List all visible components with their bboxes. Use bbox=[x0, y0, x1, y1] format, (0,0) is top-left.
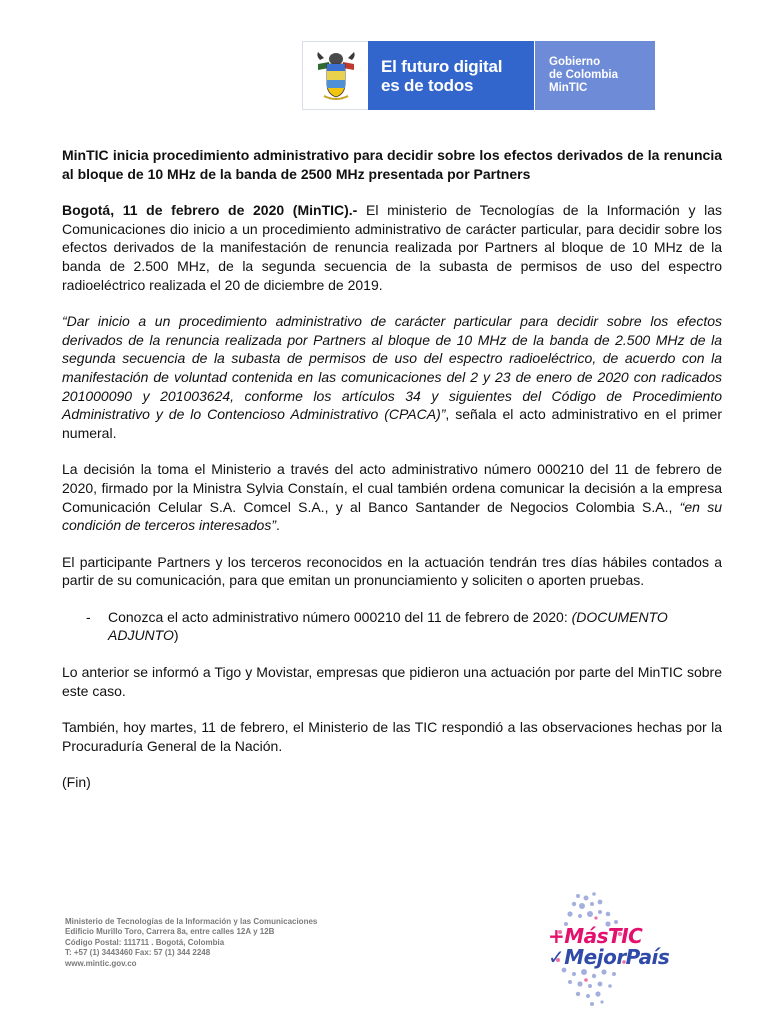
bullet-dash: - bbox=[86, 608, 91, 625]
article-body bbox=[62, 146, 722, 810]
government-block bbox=[534, 41, 655, 110]
dateline: Bogotá, 11 de febrero de 2020 (MinTIC).- bbox=[62, 202, 358, 219]
paragraph-2-text: , señala el acto administrativo en el primer numeral. bbox=[62, 406, 722, 441]
document-bullet bbox=[62, 608, 722, 645]
paragraph-3-text: La decisión la toma el Ministerio a través del acto administrativo número 000210 del 11 de febrero de 2020, firmado por la Ministra Sylvia Constaín, el cual también ordena comunicar la decisión a la empresa Comunicación Celular S.A. Comcel S.A., y al Banco Santander de Negocios Colombia S.A., bbox=[62, 461, 722, 515]
logo-line2: ✓MejorPaís bbox=[548, 945, 670, 969]
coat-of-arms-logo bbox=[302, 41, 368, 110]
paragraph-1 bbox=[62, 201, 722, 294]
paragraph-4: El participante Partners y los terceros reconocidos en la actuación tendrán tres días hábiles contados a partir de su comunicación, para que emitan un pronunciamiento y soliciten o aporten pruebas. bbox=[62, 553, 722, 589]
bullet-text-block bbox=[108, 608, 722, 645]
footer-line-phone: T: +57 (1) 3443460 Fax: 57 (1) 344 2248 bbox=[65, 948, 211, 958]
gov-line1: Gobierno bbox=[549, 56, 601, 68]
footer-line-address: Edificio Murillo Toro, Carrera 8a, entre calles 12A y 12B bbox=[65, 927, 275, 937]
tagline-line1: El futuro digital bbox=[381, 56, 503, 76]
mas-tic-logo bbox=[520, 888, 670, 1010]
footer-line-ministry: Ministerio de Tecnologías de la Información y las Comunicaciones bbox=[65, 917, 318, 926]
paragraph-6: También, hoy martes, 11 de febrero, el Ministerio de las TIC respondió a las observaciones hechas por la Procuraduría General de la Nación. bbox=[62, 719, 722, 754]
bullet-close: ) bbox=[173, 627, 179, 644]
header-banner bbox=[302, 41, 655, 110]
article-headline: MinTIC inicia procedimiento administrativo para decidir sobre los efectos derivados de la renuncia al bloque de 10 MHz de la banda de 2500 MHz presentada por Partners bbox=[62, 147, 722, 182]
paragraph-3-end: . bbox=[276, 517, 280, 534]
paragraph-3-quote: “en su condición de terceros interesados” bbox=[62, 498, 722, 534]
tagline-line2: es de todos bbox=[381, 75, 474, 95]
fin-marker: (Fin) bbox=[62, 774, 91, 791]
gov-line3: MinTIC bbox=[549, 82, 588, 94]
paragraph-5: Lo anterior se informó a Tigo y Movistar, empresas que pidieron una actuación por parte del MinTIC sobre este caso. bbox=[62, 664, 722, 699]
paragraph-1-text: El ministerio de Tecnologías de la Información y las Comunicaciones dio inicio a un procedimiento administrativo de carácter particular, para decidir sobre los efectos derivados de la manifestación de renuncia realizada por Partners al bloque de 10 MHz de la banda de 2.500 MHz, de la segunda secuencia de la subasta de permisos de uso del espectro radioeléctrico realizada el 20 de diciembre de 2019. bbox=[62, 202, 723, 293]
tagline-block bbox=[368, 41, 534, 110]
paragraph-2 bbox=[62, 312, 722, 442]
attached-document-label: (DOCUMENTO ADJUNTO bbox=[108, 608, 668, 644]
paragraph-2-quote: “Dar inicio a un procedimiento administrativo de carácter particular para decidir sobre los efectos derivados de la renuncia realizada por Partners al bloque de 10 MHz de la banda de 2.500 MHz de la segunda secuencia de la subasta de permisos de uso del espectro radioeléctrico, de acuerdo con la manifestación de voluntad contenida en las comunicaciones del 2 y 23 de enero de 2020 con radicados 201000090 y 201003624, conforme los artículos 34 y siguientes del Código de Procedimiento Administrativo y de lo Contencioso Administrativo (CPACA)” bbox=[62, 313, 722, 423]
paragraph-3 bbox=[62, 460, 722, 534]
gov-line2: de Colombia bbox=[549, 69, 619, 81]
footer-line-website: www.mintic.gov.co bbox=[65, 958, 137, 968]
footer-line-postal: Código Postal: 111711 . Bogotá, Colombia bbox=[65, 937, 225, 947]
coat-of-arms-icon bbox=[314, 50, 358, 102]
bullet-text: Conozca el acto administrativo número 000210 del 11 de febrero de 2020: bbox=[108, 608, 572, 625]
footer-contact bbox=[65, 917, 395, 969]
logo-line1: +MásTIC bbox=[548, 924, 643, 948]
